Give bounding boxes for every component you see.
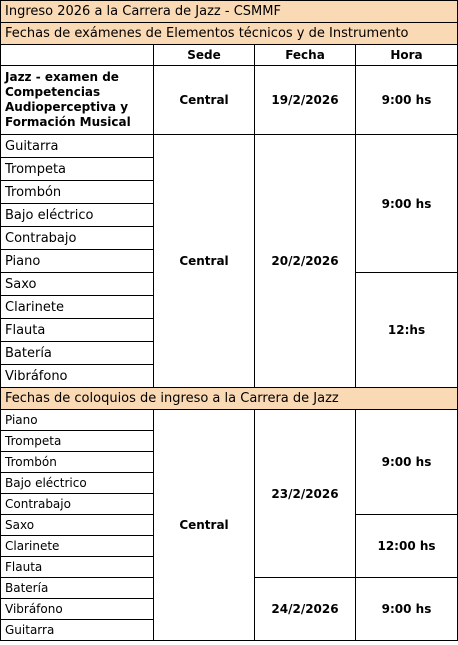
list-item: Clarinete bbox=[1, 536, 154, 557]
list-item: Trompeta bbox=[1, 158, 154, 181]
list-item: Contrabajo bbox=[1, 494, 154, 515]
section2-fecha-second: 24/2/2026 bbox=[255, 578, 356, 641]
section2-hora-second-day: 9:00 hs bbox=[356, 578, 458, 641]
list-item: Guitarra bbox=[1, 135, 154, 158]
column-header-fecha: Fecha bbox=[255, 45, 356, 66]
section1-sede: Central bbox=[154, 135, 255, 388]
list-item: Clarinete bbox=[1, 296, 154, 319]
jazz-exam-hora: 9:00 hs bbox=[356, 66, 458, 135]
list-item: Flauta bbox=[1, 557, 154, 578]
section1-heading: Fechas de exámenes de Elementos técnicos y de Instrumento bbox=[1, 23, 458, 45]
column-header-hora: Hora bbox=[356, 45, 458, 66]
list-item: Piano bbox=[1, 250, 154, 273]
jazz-exam-fecha: 19/2/2026 bbox=[255, 66, 356, 135]
section2-hora-noon: 12:00 hs bbox=[356, 515, 458, 578]
section1-hora-noon: 12:hs bbox=[356, 273, 458, 388]
list-item: Flauta bbox=[1, 319, 154, 342]
section1-fecha: 20/2/2026 bbox=[255, 135, 356, 388]
section2-hora-morning: 9:00 hs bbox=[356, 410, 458, 515]
column-header-sede: Sede bbox=[154, 45, 255, 66]
list-item: Contrabajo bbox=[1, 227, 154, 250]
list-item: Trombón bbox=[1, 181, 154, 204]
list-item: Guitarra bbox=[1, 620, 154, 641]
list-item: Piano bbox=[1, 410, 154, 431]
list-item: Saxo bbox=[1, 273, 154, 296]
jazz-exam-label: Jazz - examen de Competencias Audioperceptiva y Formación Musical bbox=[1, 66, 154, 135]
list-item: Vibráfono bbox=[1, 599, 154, 620]
section2-sede: Central bbox=[154, 410, 255, 641]
list-item: Vibráfono bbox=[1, 365, 154, 388]
jazz-exam-sede: Central bbox=[154, 66, 255, 135]
list-item: Bajo eléctrico bbox=[1, 473, 154, 494]
page-title: Ingreso 2026 a la Carrera de Jazz - CSMMF bbox=[1, 1, 458, 23]
list-item: Trombón bbox=[1, 452, 154, 473]
list-item: Batería bbox=[1, 578, 154, 599]
list-item: Bajo eléctrico bbox=[1, 204, 154, 227]
list-item: Batería bbox=[1, 342, 154, 365]
section2-fecha-first: 23/2/2026 bbox=[255, 410, 356, 578]
section1-hora-morning: 9:00 hs bbox=[356, 135, 458, 273]
section2-heading: Fechas de coloquios de ingreso a la Carrera de Jazz bbox=[1, 388, 458, 410]
list-item: Saxo bbox=[1, 515, 154, 536]
column-header-blank bbox=[1, 45, 154, 66]
list-item: Trompeta bbox=[1, 431, 154, 452]
